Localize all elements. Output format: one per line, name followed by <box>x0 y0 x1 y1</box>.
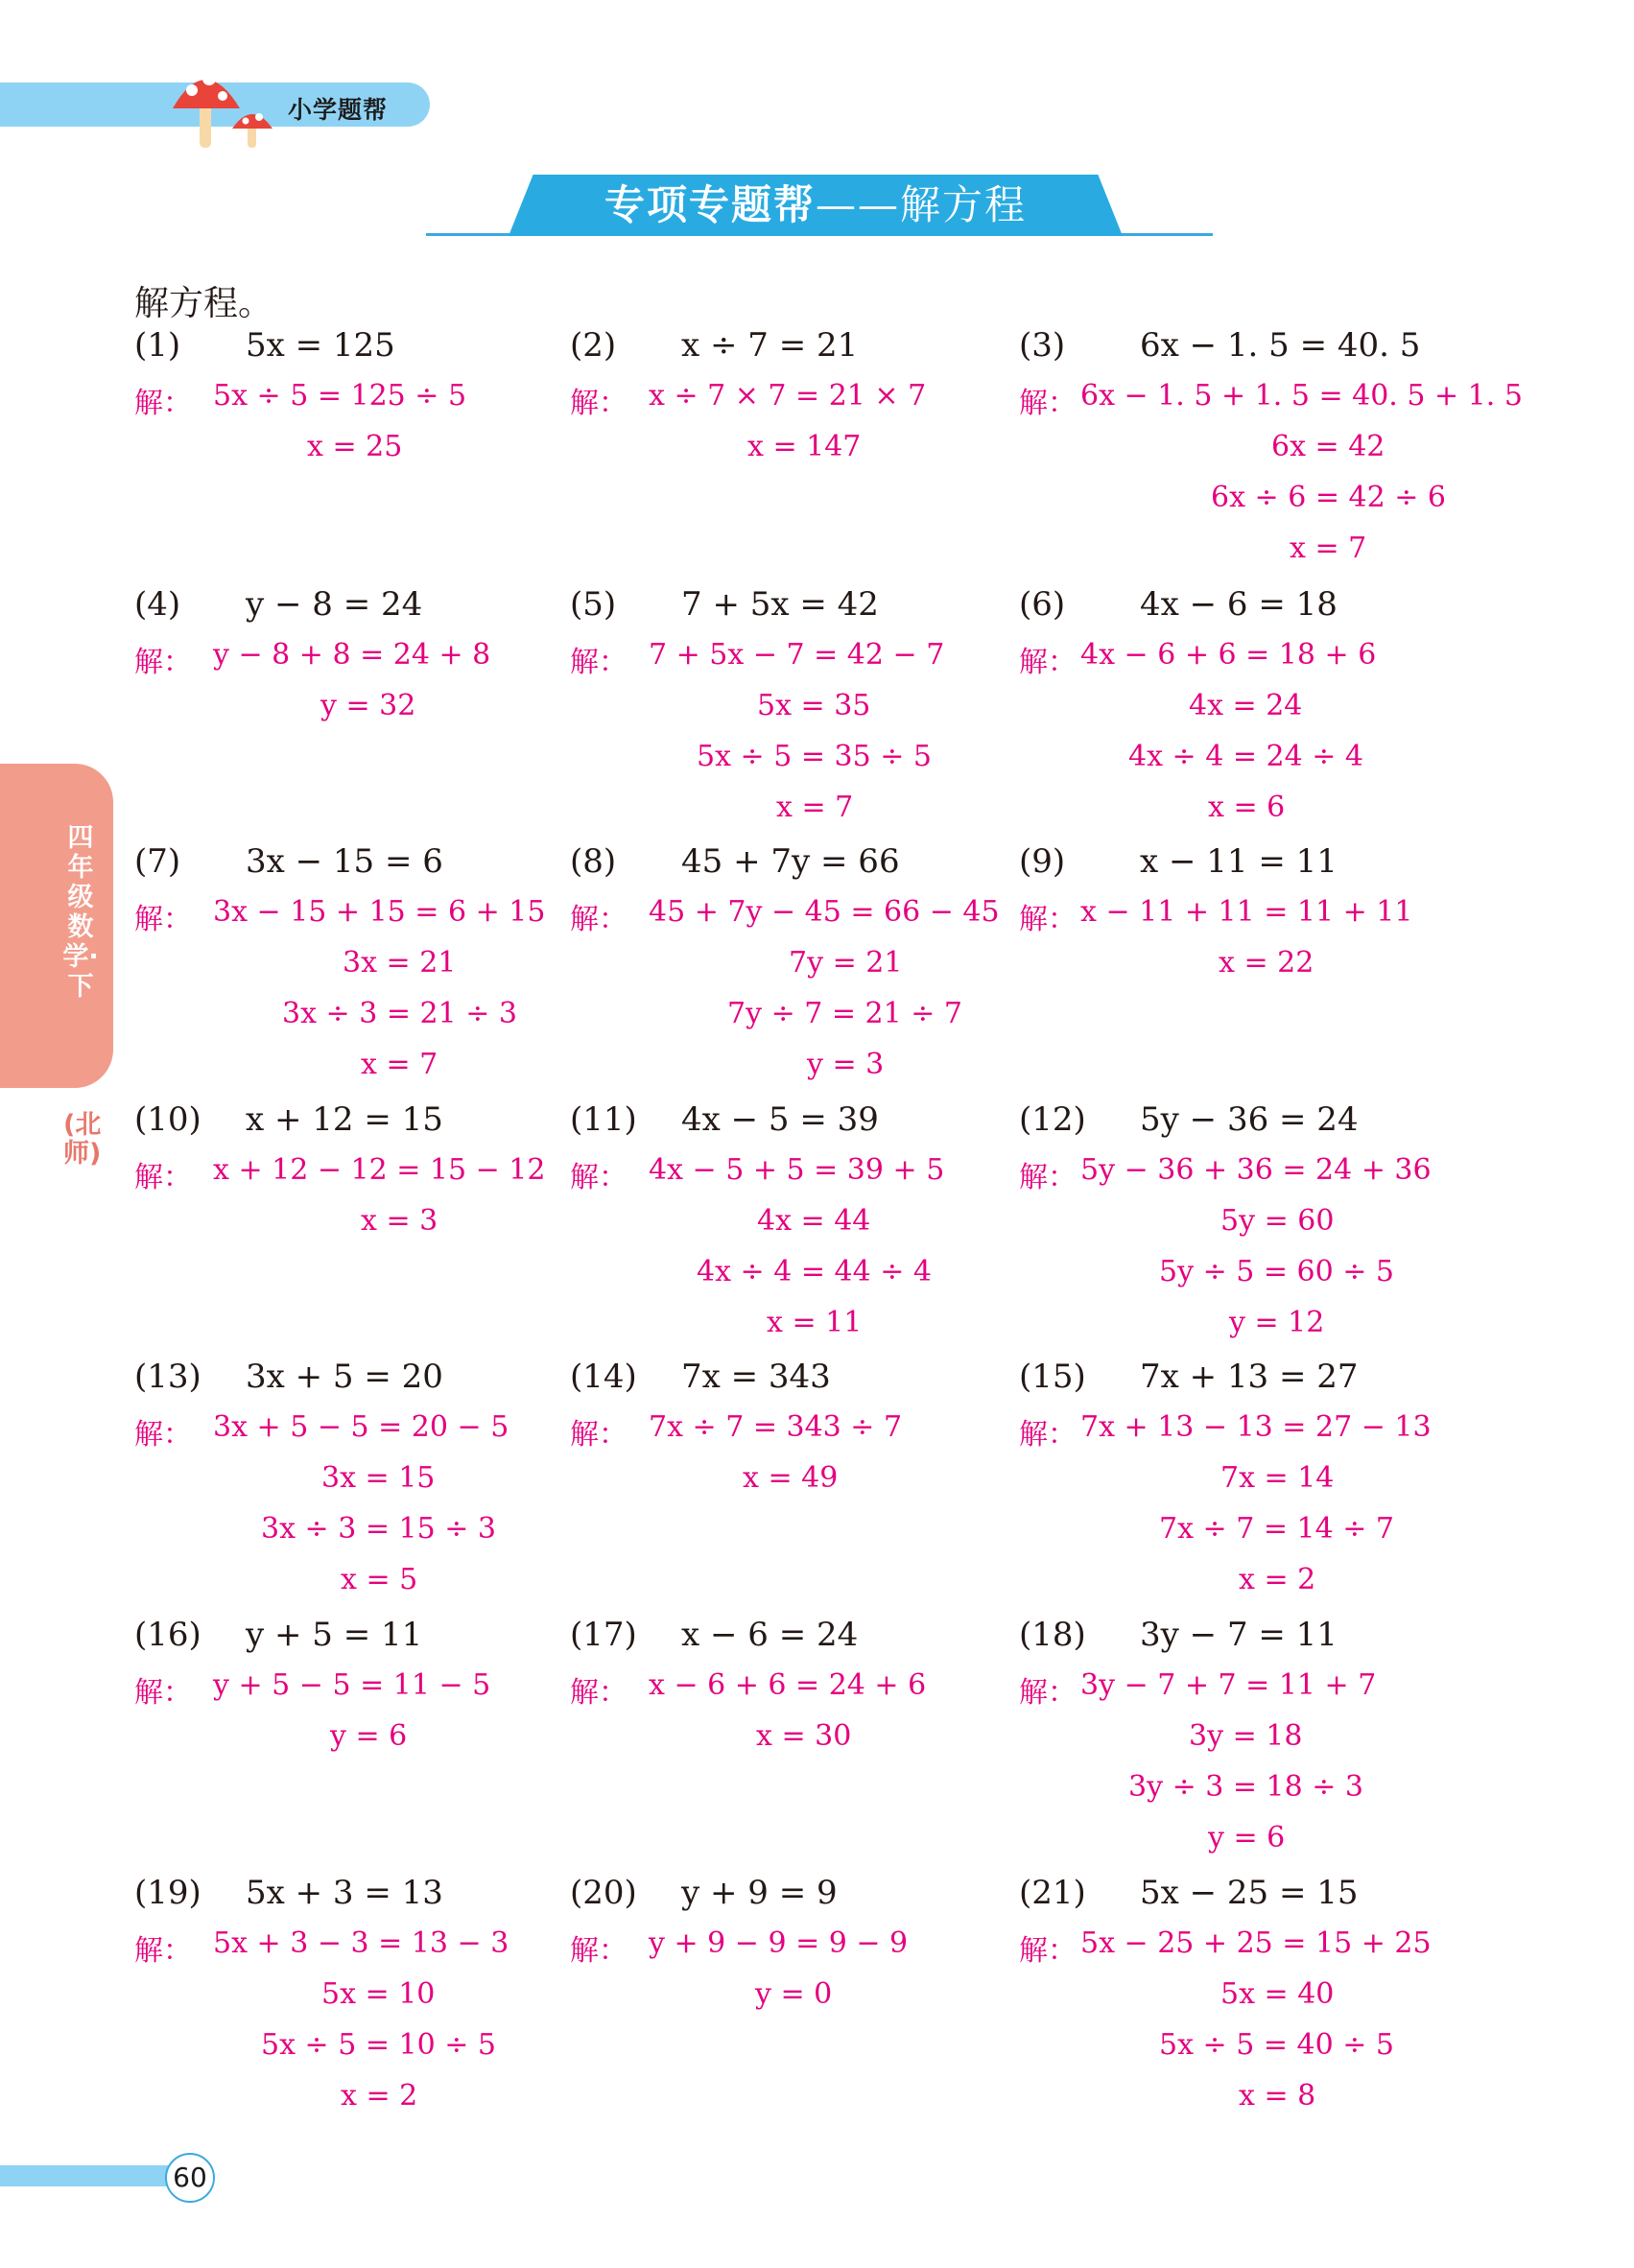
solution-step: x = 7 <box>1290 532 1367 565</box>
solution-label: 解： <box>1019 387 1077 420</box>
side-tab-edition: (北师) <box>63 1110 102 1169</box>
solution-label: 解： <box>134 1418 192 1452</box>
problem-number: (17) <box>570 1616 637 1654</box>
solution-step: y = 0 <box>755 1977 833 2011</box>
solution-step: 5x ÷ 5 = 40 ÷ 5 <box>1159 2028 1394 2062</box>
solution-step: 5x = 35 <box>757 689 871 722</box>
solution-step: 4x − 6 + 6 = 18 + 6 <box>1080 638 1377 672</box>
mushroom-logo-icon <box>163 56 278 152</box>
solution-step: 7y ÷ 7 = 21 ÷ 7 <box>727 997 963 1030</box>
solution-step: x − 11 + 11 = 11 + 11 <box>1080 895 1413 929</box>
solution-step: 3x − 15 + 15 = 6 + 15 <box>213 895 546 929</box>
problem-number: (12) <box>1019 1100 1086 1139</box>
solution-step: 7x ÷ 7 = 343 ÷ 7 <box>649 1410 903 1444</box>
solution-step: x ÷ 7 × 7 = 21 × 7 <box>649 379 927 413</box>
solution-step: x = 11 <box>767 1306 863 1339</box>
solution-step: 6x = 42 <box>1271 430 1385 463</box>
solution-label: 解： <box>1019 1934 1077 1968</box>
solution-label: 解： <box>570 646 628 679</box>
solution-label: 解： <box>570 1418 628 1452</box>
problem-number: (3) <box>1019 326 1066 365</box>
solution-step: 7x + 13 − 13 = 27 − 13 <box>1080 1410 1432 1444</box>
problem-number: (21) <box>1019 1874 1086 1912</box>
solution-step: 3x = 21 <box>343 946 457 980</box>
solution-step: y = 12 <box>1229 1306 1325 1339</box>
solution-step: y + 5 − 5 = 11 − 5 <box>213 1668 491 1702</box>
solution-label: 解： <box>1019 903 1077 936</box>
solution-step: 3x = 15 <box>321 1461 436 1495</box>
solution-label: 解： <box>134 646 192 679</box>
solution-label: 解： <box>1019 646 1077 679</box>
solution-step: 5y − 36 + 36 = 24 + 36 <box>1080 1153 1432 1187</box>
problem-equation: x − 6 = 24 <box>681 1616 859 1654</box>
problem-number: (20) <box>570 1874 637 1912</box>
solution-step: x = 30 <box>756 1719 852 1753</box>
solution-step: y − 8 + 8 = 24 + 8 <box>213 638 491 672</box>
problem-equation: 3y − 7 = 11 <box>1140 1616 1338 1654</box>
page-title <box>509 178 1123 232</box>
problem-number: (9) <box>1019 842 1066 881</box>
problem-number: (5) <box>570 585 617 624</box>
solution-step: 45 + 7y − 45 = 66 − 45 <box>649 895 1000 929</box>
solution-step: 7x = 14 <box>1220 1461 1335 1495</box>
solution-step: x = 25 <box>307 430 403 463</box>
solution-step: x + 12 − 12 = 15 − 12 <box>213 1153 546 1187</box>
solution-step: 3y ÷ 3 = 18 ÷ 3 <box>1128 1770 1364 1804</box>
solution-step: x = 5 <box>341 1563 418 1596</box>
solution-label: 解： <box>134 387 192 420</box>
problem-number: (10) <box>134 1100 201 1139</box>
problem-number: (11) <box>570 1100 637 1139</box>
solution-step: x = 2 <box>341 2079 418 2113</box>
problem-equation: x − 11 = 11 <box>1140 842 1338 881</box>
problem-equation: 7x + 13 = 27 <box>1140 1358 1359 1396</box>
problem-number: (1) <box>134 326 181 365</box>
problem-equation: 5x = 125 <box>246 326 395 365</box>
problem-equation: 4x − 5 = 39 <box>681 1100 879 1139</box>
solution-step: 4x ÷ 4 = 44 ÷ 4 <box>697 1255 932 1288</box>
instruction-text: 解方程。 <box>134 284 273 323</box>
solution-step: 5x = 40 <box>1220 1977 1335 2011</box>
solution-label: 解： <box>1019 1418 1077 1452</box>
solution-label: 解： <box>570 903 628 936</box>
problem-number: (8) <box>570 842 617 881</box>
page-number: 60 <box>165 2153 215 2203</box>
problem-equation: 7 + 5x = 42 <box>681 585 879 624</box>
solution-step: y = 32 <box>320 689 416 722</box>
title-sub: ——解方程 <box>816 181 1028 228</box>
problem-number: (18) <box>1019 1616 1086 1654</box>
solution-step: 5y = 60 <box>1220 1204 1335 1238</box>
title-main: 专项专题帮 <box>604 181 816 228</box>
problem-number: (19) <box>134 1874 201 1912</box>
page-number-bar <box>0 2165 182 2186</box>
solution-step: x = 2 <box>1239 1563 1316 1596</box>
solution-label: 解： <box>134 903 192 936</box>
solution-step: x = 6 <box>1208 791 1286 824</box>
solution-step: 5x − 25 + 25 = 15 + 25 <box>1080 1926 1432 1960</box>
problem-number: (2) <box>570 326 617 365</box>
problem-number: (14) <box>570 1358 637 1396</box>
solution-step: 3y − 7 + 7 = 11 + 7 <box>1080 1668 1377 1702</box>
solution-step: x = 7 <box>361 1048 438 1081</box>
solution-step: 4x = 44 <box>757 1204 871 1238</box>
problem-equation: x + 12 = 15 <box>246 1100 443 1139</box>
problem-number: (15) <box>1019 1358 1086 1396</box>
problem-equation: 5y − 36 = 24 <box>1140 1100 1359 1139</box>
problem-number: (7) <box>134 842 181 881</box>
solution-label: 解： <box>134 1161 192 1194</box>
solution-step: 5x + 3 − 3 = 13 − 3 <box>213 1926 509 1960</box>
solution-label: 解： <box>570 1676 628 1710</box>
solution-label: 解： <box>1019 1676 1077 1710</box>
solution-step: 3x ÷ 3 = 21 ÷ 3 <box>282 997 517 1030</box>
solution-step: 3x ÷ 3 = 15 ÷ 3 <box>261 1512 496 1546</box>
solution-step: 4x ÷ 4 = 24 ÷ 4 <box>1128 740 1363 773</box>
solution-step: 7y = 21 <box>789 946 903 980</box>
problem-number: (16) <box>134 1616 201 1654</box>
solution-step: x = 7 <box>776 791 854 824</box>
problem-equation: 6x − 1. 5 = 40. 5 <box>1140 326 1421 365</box>
solution-step: 5x ÷ 5 = 35 ÷ 5 <box>697 740 932 773</box>
solution-step: x = 49 <box>743 1461 839 1495</box>
solution-step: 4x − 5 + 5 = 39 + 5 <box>649 1153 945 1187</box>
solution-step: 4x = 24 <box>1189 689 1303 722</box>
problem-equation: 4x − 6 = 18 <box>1140 585 1338 624</box>
solution-step: 6x ÷ 6 = 42 ÷ 6 <box>1211 481 1446 514</box>
solution-step: 5y ÷ 5 = 60 ÷ 5 <box>1159 1255 1395 1288</box>
problem-equation: y + 5 = 11 <box>246 1616 423 1654</box>
problem-equation: x ÷ 7 = 21 <box>681 326 859 365</box>
solution-step: y = 3 <box>807 1048 885 1081</box>
solution-step: y = 6 <box>1208 1821 1286 1855</box>
solution-label: 解： <box>570 387 628 420</box>
solution-step: 6x − 1. 5 + 1. 5 = 40. 5 + 1. 5 <box>1080 379 1523 413</box>
solution-label: 解： <box>134 1934 192 1968</box>
solution-step: x = 3 <box>361 1204 438 1238</box>
side-tab-grade: 四年级数学·下 <box>62 823 99 1002</box>
solution-step: 5x ÷ 5 = 125 ÷ 5 <box>213 379 467 413</box>
problem-equation: 5x + 3 = 13 <box>246 1874 443 1912</box>
problem-number: (6) <box>1019 585 1066 624</box>
solution-step: x = 147 <box>747 430 862 463</box>
solution-step: 7x ÷ 7 = 14 ÷ 7 <box>1159 1512 1394 1546</box>
problem-equation: 7x = 343 <box>681 1358 831 1396</box>
solution-step: 3y = 18 <box>1189 1719 1303 1753</box>
solution-step: 7 + 5x − 7 = 42 − 7 <box>649 638 945 672</box>
problem-equation: 3x + 5 = 20 <box>246 1358 443 1396</box>
solution-step: x = 22 <box>1219 946 1314 980</box>
solution-step: 3x + 5 − 5 = 20 − 5 <box>213 1410 509 1444</box>
problem-equation: 5x − 25 = 15 <box>1140 1874 1359 1912</box>
brand-name: 小学题帮 <box>288 96 389 124</box>
problem-equation: y + 9 = 9 <box>681 1874 838 1912</box>
problem-number: (4) <box>134 585 181 624</box>
problem-equation: 45 + 7y = 66 <box>681 842 900 881</box>
solution-step: 5x ÷ 5 = 10 ÷ 5 <box>261 2028 496 2062</box>
problem-equation: y − 8 = 24 <box>246 585 423 624</box>
solution-label: 解： <box>134 1676 192 1710</box>
problem-number: (13) <box>134 1358 201 1396</box>
solution-label: 解： <box>570 1161 628 1194</box>
solution-step: x − 6 + 6 = 24 + 6 <box>649 1668 927 1702</box>
solution-step: y = 6 <box>330 1719 408 1753</box>
solution-step: 5x = 10 <box>321 1977 436 2011</box>
solution-step: x = 8 <box>1239 2079 1316 2113</box>
solution-step: y + 9 − 9 = 9 − 9 <box>649 1926 909 1960</box>
problem-equation: 3x − 15 = 6 <box>246 842 443 881</box>
solution-label: 解： <box>570 1934 628 1968</box>
solution-label: 解： <box>1019 1161 1077 1194</box>
